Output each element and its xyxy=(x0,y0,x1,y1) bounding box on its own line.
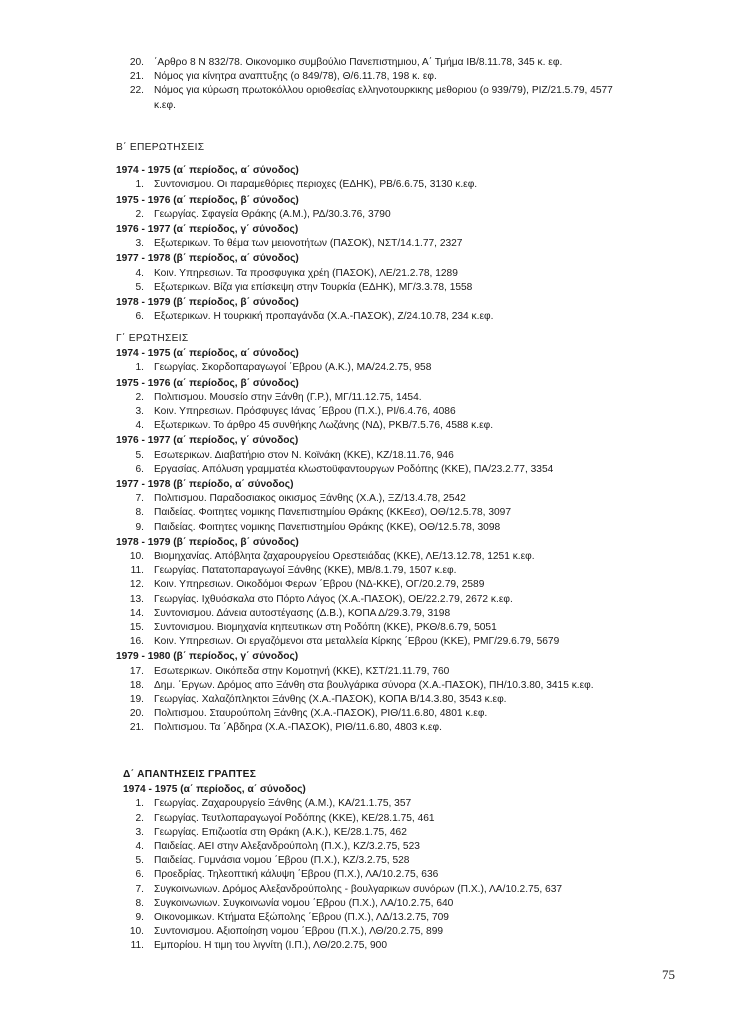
item-number: 15. xyxy=(129,622,144,634)
item-number: 21. xyxy=(129,722,144,734)
list-item xyxy=(0,237,747,251)
list-item xyxy=(0,812,747,826)
period-heading: 1976 - 1977 (α΄ περίοδος, γ΄ σύνοδος) xyxy=(116,224,299,236)
item-number: 10. xyxy=(129,551,144,563)
item-text: Εξωτερικων. Η τουρκική προπαγάνδα (Χ.Α.-ΠΑΣΟΚ), Ζ/24.10.78, 234 κ.εφ. xyxy=(154,311,494,323)
list-item xyxy=(0,492,747,506)
item-number: 5. xyxy=(135,281,144,293)
item-text: Κοιν. Υπηρεσιων. Τα προσφυγικα χρέη (ΠΑΣΟΚ), ΛΕ/21.2.78, 1289 xyxy=(154,267,458,279)
list-item xyxy=(0,797,747,811)
period-heading: 1976 - 1977 (α΄ περίοδος, γ΄ σύνοδος) xyxy=(116,435,299,447)
period-heading: 1974 - 1975 (α΄ περίοδος, α΄ σύνοδος) xyxy=(116,348,299,360)
list-item xyxy=(0,521,747,535)
item-text: Εργασίας. Απόλυση γραμματέα κλωστοϋφαντουργων Ροδόπης (ΚΚΕ), ΠΑ/23.2.77, 3354 xyxy=(154,463,554,475)
item-text: Γεωργίας. Επιζωοτία στη Θράκη (Α.Κ.), ΚΕ/28.1.75, 462 xyxy=(154,826,407,838)
list-item xyxy=(0,679,747,693)
item-text: Συγκοινωνιων. Δρόμος Αλεξανδρούπολης - βουλγαρικων συνόρων (Π.Χ.), ΛΑ/10.2.75, 637 xyxy=(154,883,563,895)
item-number: 5. xyxy=(135,449,144,461)
item-text: Πολιτισμου. Σταυρούπολη Ξάνθης (Χ.Α.-ΠΑΣΟΚ), ΡΙΘ/11.6.80, 4801 κ.εφ. xyxy=(154,708,488,720)
item-number: 8. xyxy=(135,507,144,519)
item-number: 17. xyxy=(129,665,144,677)
period-heading: 1977 - 1978 (β΄ περίοδο, α΄ σύνοδος) xyxy=(116,479,294,491)
list-item xyxy=(0,826,747,840)
item-text: Γεωργίας. Ιχθυόσκαλα στο Πόρτο Λάγος (Χ.Α.-ΠΑΣΟΚ), ΟΕ/22.2.79, 2672 κ.εφ. xyxy=(154,593,513,605)
section-erotiseis xyxy=(0,332,747,736)
item-number: 10. xyxy=(129,926,144,938)
item-number: 1. xyxy=(135,179,144,191)
item-number: 6. xyxy=(135,463,144,475)
item-number: 21. xyxy=(129,71,144,83)
list-item xyxy=(0,578,747,592)
item-text: Γεωργίας. Σκορδοπαραγωγοί ΄Εβρου (Α.Κ.), ΜΑ/24.2.75, 958 xyxy=(154,362,432,374)
section-apantiseis-graptes xyxy=(0,768,747,954)
item-number: 1. xyxy=(135,362,144,374)
list-item xyxy=(0,361,747,375)
period-heading: 1974 - 1975 (α΄ περίοδος, α΄ σύνοδος) xyxy=(123,784,306,796)
item-text: Εμπορίου. Η τιμη του λιγνίτη (Ι.Π.), ΛΘ/20.2.75, 900 xyxy=(154,940,388,952)
period-heading: 1975 - 1976 (α΄ περίοδος, β΄ σύνοδος) xyxy=(116,194,299,206)
list-item xyxy=(0,56,747,70)
list-item xyxy=(0,607,747,621)
list-item xyxy=(0,911,747,925)
section-title: Β΄ ΕΠΕΡΩΤΗΣΕΙΣ xyxy=(116,142,205,153)
item-number: 19. xyxy=(129,694,144,706)
item-number: 14. xyxy=(129,607,144,619)
item-text: Προεδρίας. Τηλεοπτική κάλυψη ΄Εβρου (Π.Χ.), ΛΑ/10.2.75, 636 xyxy=(154,869,439,881)
item-text: Κοιν. Υπηρεσιων. Πρόσφυγες Ιάνας ΄Εβρου (Π.Χ.), ΡΙ/6.4.76, 4086 xyxy=(154,406,456,418)
item-number: 7. xyxy=(135,493,144,505)
item-number: 12. xyxy=(129,579,144,591)
section-title: Δ΄ ΑΠΑΝΤΗΣΕΙΣ ΓΡΑΠΤΕΣ xyxy=(123,769,257,780)
list-item xyxy=(0,405,747,419)
list-item xyxy=(0,707,747,721)
list-item xyxy=(0,267,747,281)
item-text: Παιδείας. Φοιτητες νομικης Πανεπιστημίου Θράκης (ΚΚΕ), ΟΘ/12.5.78, 3098 xyxy=(154,521,501,533)
list-item xyxy=(0,939,747,953)
item-number: 13. xyxy=(129,593,144,605)
item-text: Παιδείας. Φοιτητες νομικης Πανεπιστημίου Θράκης (ΚΚΕεσ), ΟΘ/12.5.78, 3097 xyxy=(154,507,512,519)
list-item xyxy=(0,391,747,405)
item-text: Πολιτισμου. Τα ΄Αβδηρα (Χ.Α.-ΠΑΣΟΚ), ΡΙΘ/11.6.80, 4803 κ.εφ. xyxy=(154,722,442,734)
item-number: 7. xyxy=(135,883,144,895)
item-text: Γεωργίας. Πατατοπαραγωγοί Ξάνθης (ΚΚΕ), ΜΒ/8.1.79, 1507 κ.εφ. xyxy=(154,565,457,577)
item-text: Εξωτερικων. Το θέμα των μειονοτήτων (ΠΑΣΟΚ), ΝΣΤ/14.1.77, 2327 xyxy=(154,238,463,250)
period-heading: 1977 - 1978 (β΄ περίοδος, α΄ σύνοδος) xyxy=(116,253,299,265)
list-item xyxy=(0,449,747,463)
list-item xyxy=(0,178,747,192)
item-text: Κοιν. Υπηρεσιων. Οι εργαζόμενοι στα μεταλλεία Κίρκης ΄Εβρου (ΚΚΕ), ΡΜΓ/29.6.79, 5679 xyxy=(154,636,560,648)
item-number: 20. xyxy=(129,708,144,720)
item-text: Εξωτερικων. Το άρθρο 45 συνθήκης Λωζάνης (ΝΔ), ΡΚΒ/7.5.76, 4588 κ.εφ. xyxy=(154,420,494,432)
section-title: Γ΄ ΕΡΩΤΗΣΕΙΣ xyxy=(116,333,189,344)
list-item xyxy=(0,665,747,679)
list-item xyxy=(0,883,747,897)
list-item xyxy=(0,635,747,649)
list-item xyxy=(0,721,747,735)
list-item xyxy=(0,310,747,324)
item-text: Νόμος για κίνητρα αναπτυξης (ο 849/78), Θ/6.11.78, 198 κ. εφ. xyxy=(154,71,437,83)
item-number: 2. xyxy=(135,391,144,403)
item-number: 9. xyxy=(135,912,144,924)
item-number: 8. xyxy=(135,897,144,909)
item-text: Συντονισμου. Αξιοποίηση νομου ΄Εβρου (Π.Χ.), ΛΘ/20.2.75, 899 xyxy=(154,926,444,938)
item-text: Πολιτισμου. Μουσείο στην Ξάνθη (Γ.Ρ.), ΜΓ/11.12.75, 1454. xyxy=(154,391,422,403)
item-text: Νόμος για κύρωση πρωτοκόλλου οριοθεσίας ελληνοτουρκικης μεθοριου (ο 939/79), ΡΙΖ/21.5.79, 4577 κ.εφ. xyxy=(154,85,613,111)
item-text: Γεωργίας. Σφαγεία Θράκης (Α.Μ.), ΡΔ/30.3.76, 3790 xyxy=(154,208,391,220)
item-text: Βιομηχανίας. Απόβλητα ζαχαρουργείου Ορεστειάδας (ΚΚΕ), ΛΕ/13.12.78, 1251 κ.εφ. xyxy=(154,551,535,563)
period-heading: 1978 - 1979 (β΄ περίοδος, β΄ σύνοδος) xyxy=(116,536,299,548)
item-number: 4. xyxy=(135,267,144,279)
item-number: 16. xyxy=(129,636,144,648)
item-number: 1. xyxy=(135,798,144,810)
item-number: 18. xyxy=(129,679,144,691)
item-number: 3. xyxy=(135,406,144,418)
period-heading: 1975 - 1976 (α΄ περίοδος, β΄ σύνοδος) xyxy=(116,377,299,389)
list-item xyxy=(0,208,747,222)
list-item xyxy=(0,506,747,520)
list-item xyxy=(0,693,747,707)
item-number: 3. xyxy=(135,826,144,838)
item-number: 22. xyxy=(129,85,144,97)
list-item xyxy=(0,840,747,854)
item-text: Δημ. ΄Εργων. Δρόμος απο Ξάνθη στα βουλγάρικα σύνορα (Χ.Α.-ΠΑΣΟΚ), ΠΗ/10.3.80, 3415 κ.εφ. xyxy=(154,679,594,691)
list-item xyxy=(0,868,747,882)
item-text: Γεωργίας. Ζαχαρουργείο Ξάνθης (Α.Μ.), ΚΑ/21.1.75, 357 xyxy=(154,798,412,810)
item-text: ΄Αρθρο 8 Ν 832/78. Οικονομικο συμβούλιο Πανεπιστημιου, Α΄ Τμήμα ΙΒ/8.11.78, 345 κ. εφ. xyxy=(154,57,563,68)
item-text: Συντονισμου. Δάνεια αυτοστέγασης (Δ.Β.), ΚΟΠΑ Δ/29.3.79, 3198 xyxy=(154,607,451,619)
list-item xyxy=(0,593,747,607)
item-text: Πολιτισμου. Παραδοσιακος οικισμος Ξάνθης (Χ.Α.), ΞΖ/13.4.78, 2542 xyxy=(154,493,466,505)
item-number: 2. xyxy=(135,208,144,220)
item-number: 2. xyxy=(135,812,144,824)
list-item xyxy=(0,419,747,433)
item-number: 20. xyxy=(129,57,144,68)
intro-list xyxy=(0,56,747,113)
item-number: 3. xyxy=(135,238,144,250)
item-number: 6. xyxy=(135,869,144,881)
item-text: Κοιν. Υπηρεσιων. Οικοδόμοι Φερων ΄Εβρου (ΝΔ-ΚΚΕ), ΟΓ/20.2.79, 2589 xyxy=(154,579,485,591)
list-item xyxy=(0,70,747,84)
item-text: Εσωτερικων. Οικόπεδα στην Κομοτηνή (ΚΚΕ), ΚΣΤ/21.11.79, 760 xyxy=(154,665,450,677)
list-item xyxy=(0,925,747,939)
period-heading: 1974 - 1975 (α΄ περίοδος, α΄ σύνοδος) xyxy=(116,165,299,177)
item-number: 5. xyxy=(135,855,144,867)
period-heading: 1978 - 1979 (β΄ περίοδος, β΄ σύνοδος) xyxy=(116,297,299,309)
list-item xyxy=(0,854,747,868)
list-item xyxy=(0,897,747,911)
item-number: 6. xyxy=(135,311,144,323)
item-number: 4. xyxy=(135,420,144,432)
item-text: Παιδείας. ΑΕΙ στην Αλεξανδρούπολη (Π.Χ.), ΚΖ/3.2.75, 523 xyxy=(154,841,420,853)
list-item xyxy=(0,84,747,112)
item-text: Οικονομικων. Κτήματα Εξώπολης ΄Εβρου (Π.Χ.), ΛΔ/13.2.75, 709 xyxy=(154,912,449,924)
item-text: Γεωργίας. Τευτλοπαραγωγοί Ροδόπης (ΚΚΕ), ΚΕ/28.1.75, 461 xyxy=(154,812,435,824)
item-text: Γεωργίας. Χαλαζόπληκτοι Ξάνθης (Χ.Α.-ΠΑΣΟΚ), ΚΟΠΑ Β/14.3.80, 3543 κ.εφ. xyxy=(154,694,507,706)
period-heading: 1979 - 1980 (β΄ περίοδος, γ΄ σύνοδος) xyxy=(116,651,299,663)
item-text: Εξωτερικων. Βίζα για επίσκεψη στην Τουρκία (ΕΔΗΚ), ΜΓ/3.3.78, 1558 xyxy=(154,281,473,293)
item-number: 11. xyxy=(130,940,144,952)
item-text: Συντονισμου. Βιομηχανία κηπευτικων στη Ροδόπη (ΚΚΕ), ΡΚΘ/8.6.79, 5051 xyxy=(154,622,497,634)
list-item xyxy=(0,550,747,564)
section-epervtiseis xyxy=(0,141,747,324)
page-number: 75 xyxy=(662,967,675,982)
item-number: 4. xyxy=(135,841,144,853)
item-number: 9. xyxy=(135,521,144,533)
list-item xyxy=(0,621,747,635)
item-text: Συγκοινωνιων. Συγκοινωνία νομου ΄Εβρου (Π.Χ.), ΛΑ/10.2.75, 640 xyxy=(154,897,454,909)
item-text: Εσωτερικων. Διαβατήριο στον Ν. Κοϊνάκη (ΚΚΕ), ΚΖ/18.11.76, 946 xyxy=(154,449,454,461)
list-item xyxy=(0,564,747,578)
item-text: Παιδείας. Γυμνάσια νομου ΄Εβρου (Π.Χ.), ΚΖ/3.2.75, 528 xyxy=(154,855,410,867)
list-item xyxy=(0,281,747,295)
item-text: Συντονισμου. Οι παραμεθόριες περιοχες (ΕΔΗΚ), ΡΒ/6.6.75, 3130 κ.εφ. xyxy=(154,179,478,191)
item-number: 11. xyxy=(130,565,144,577)
list-item xyxy=(0,463,747,477)
